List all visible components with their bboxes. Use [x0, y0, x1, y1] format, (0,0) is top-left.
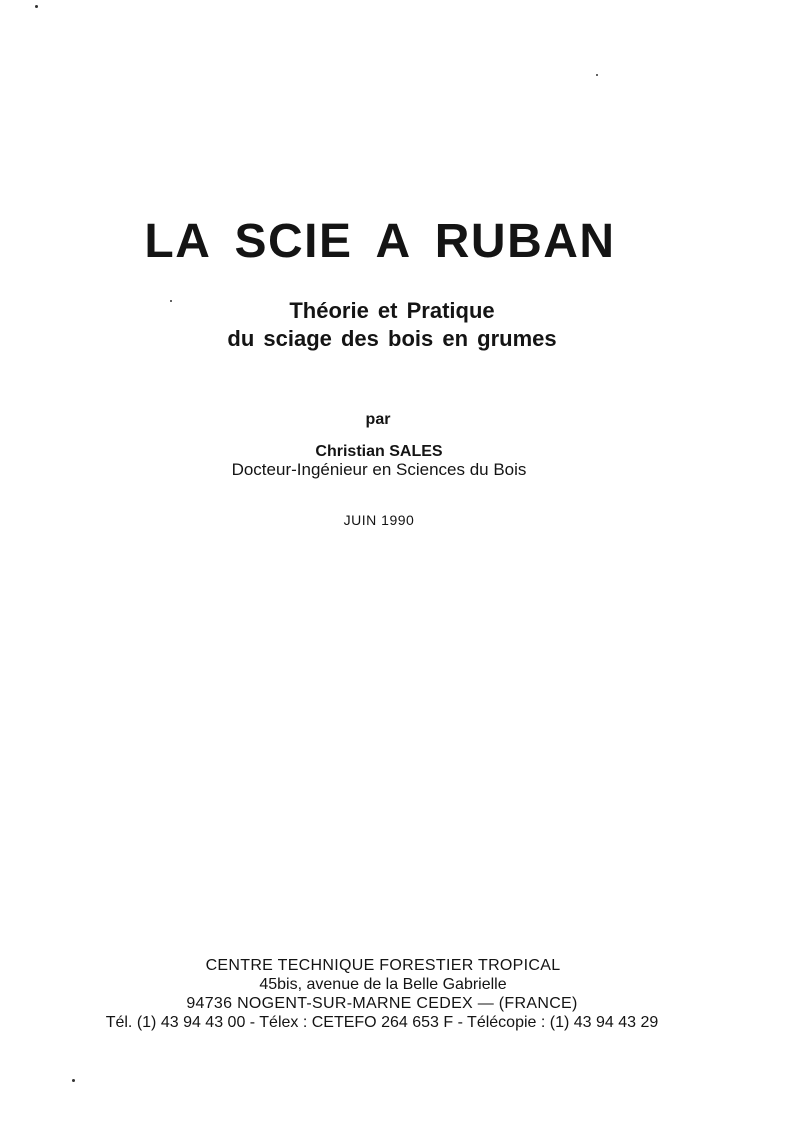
scan-speck [35, 5, 38, 8]
document-title: LA SCIE A RUBAN [144, 215, 616, 268]
subtitle-line-1: Théorie et Pratique [289, 298, 495, 323]
scan-speck [72, 1079, 75, 1082]
publisher-contact: Tél. (1) 43 94 43 00 - Télex : CETEFO 264 653 F - Télécopie : (1) 43 94 43 29 [105, 1014, 659, 1031]
by-label: par [365, 411, 391, 428]
publisher-address-line-1: 45bis, avenue de la Belle Gabrielle [259, 976, 507, 993]
scan-speck [170, 300, 172, 302]
publisher-name: CENTRE TECHNIQUE FORESTIER TROPICAL [205, 957, 561, 974]
author-name: Christian SALES [315, 443, 443, 460]
publication-date: JUIN 1990 [343, 512, 415, 528]
subtitle-line-2: du sciage des bois en grumes [227, 326, 557, 351]
publisher-address-line-2: 94736 NOGENT-SUR-MARNE CEDEX — (FRANCE) [186, 995, 578, 1012]
author-title: Docteur-Ingénieur en Sciences du Bois [231, 460, 527, 479]
scan-speck [596, 74, 598, 76]
